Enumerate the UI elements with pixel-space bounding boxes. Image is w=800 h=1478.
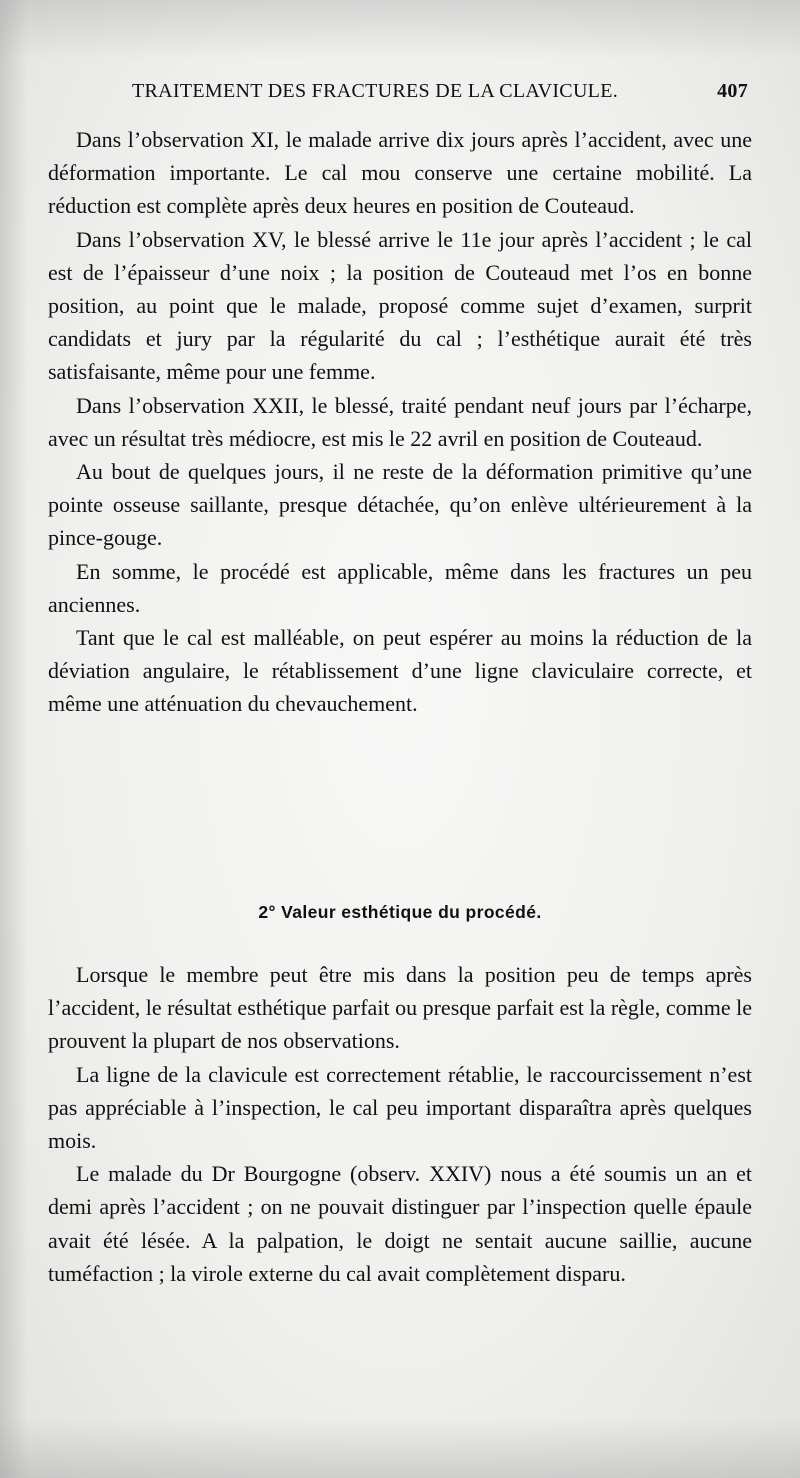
running-title: TRAITEMENT DES FRACTURES DE LA CLAVICULE. — [132, 80, 619, 102]
paragraph: Dans l’observation XI, le malade arrive dix jours après l’accident, avec une déformation importante. Le cal mou conserve une certaine mobilité. La réduction est complète après deux heures en position de Couteaud. — [48, 127, 752, 219]
page-shadow-left — [0, 0, 28, 1478]
paragraph: Dans l’observation XV, le blessé arrive le 11e jour après l’accident ; le cal est de l’épaisseur d’une noix ; la position de Couteaud met l’os en bonne position, au point que le malade, proposé comme sujet d’examen, surprit candidats et jury par la régularité du cal ; l’esthétique aurait été très satisfaisante, même pour une femme. — [48, 226, 752, 385]
text-block-before-heading — [48, 123, 752, 721]
paragraph: Lorsque le membre peut être mis dans la position peu de temps après l’accident, le résultat esthétique parfait ou presque parfait est la règle, comme le prouvent la plupart de nos observations. — [48, 962, 752, 1054]
running-head — [50, 80, 750, 110]
paragraph: La ligne de la clavicule est correctement rétablie, le raccourcissement n’est pas appréciable à l’inspection, le cal peu important disparaîtra après quelques mois. — [48, 1061, 752, 1154]
paragraph: Dans l’observation XXII, le blessé, traité pendant neuf jours par l’écharpe, avec un résultat très médiocre, est mis le 22 avril en position de Couteaud. — [48, 392, 752, 451]
section-heading: 2° Valeur esthétique du procédé. — [258, 902, 542, 922]
page-shadow-top — [0, 0, 800, 60]
page-number: 407 — [717, 80, 748, 102]
text-block-after-heading — [48, 958, 752, 1290]
paragraph: Tant que le cal est malléable, on peut espérer au moins la réduction de la déviation angulaire, le rétablissement d’une ligne claviculaire correcte, et même une atténuation du chevauchement. — [48, 625, 752, 717]
paragraph: Au bout de quelques jours, il ne reste de la déformation primitive qu’une pointe osseuse saillante, presque détachée, qu’on enlève ultérieurement à la pince-gouge. — [48, 459, 752, 551]
paragraph: En somme, le procédé est applicable, même dans les fractures un peu anciennes. — [48, 558, 752, 617]
page-shadow-bottom — [0, 1418, 800, 1478]
paragraph: Le malade du Dr Bourgogne (observ. XXIV) nous a été soumis un an et demi après l’accident ; on ne pouvait distinguer par l’inspection quelle épaule avait été lésée. A la palpation, le doigt ne sentait aucune saillie, aucune tuméfaction ; la virole externe du cal avait complètement disparu. — [48, 1161, 752, 1286]
